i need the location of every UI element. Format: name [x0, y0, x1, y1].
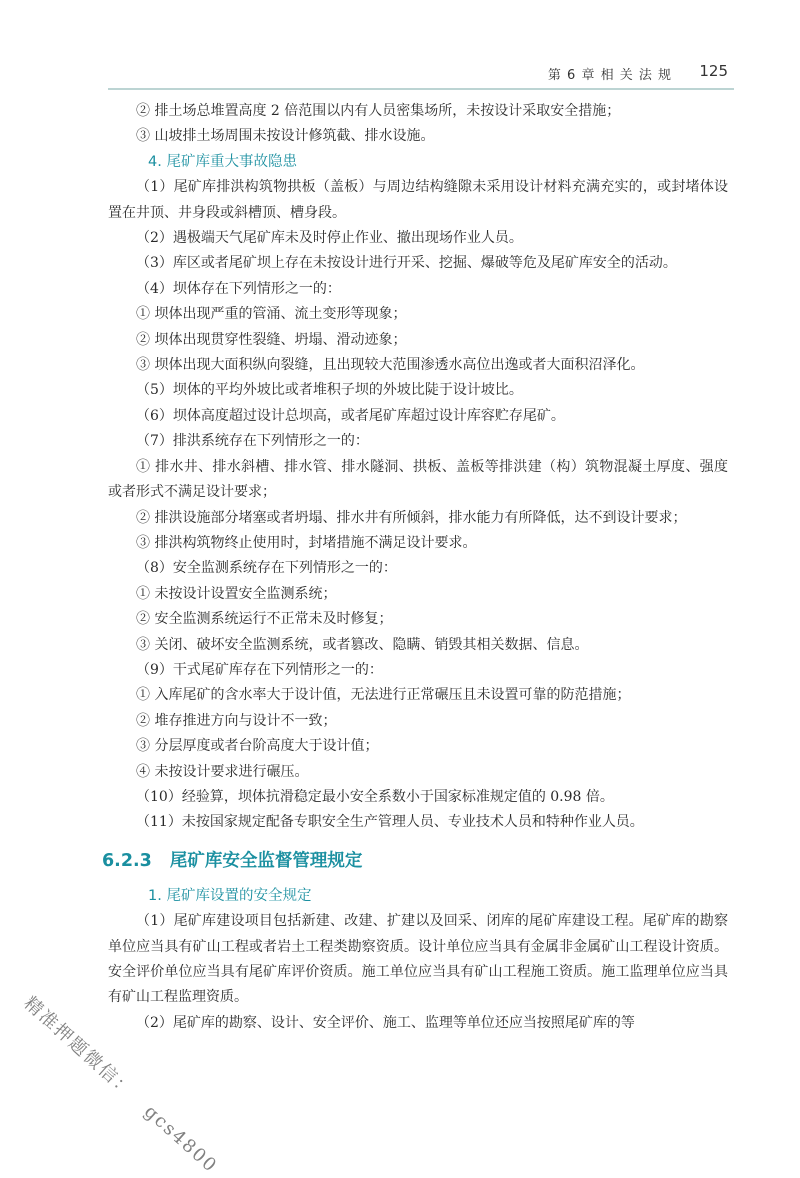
header-divider: [108, 88, 734, 90]
paragraph: ② 排土场总堆置高度 2 倍范围以内有人员密集场所，未按设计采取安全措施；: [136, 103, 621, 119]
paragraph: （4）坝体存在下列情形之一的：: [136, 280, 341, 297]
watermark-text: 精准押题微信：: [19, 992, 138, 1102]
paragraph: ② 排洪设施部分堵塞或者坍塌、排水井有所倾斜，排水能力有所降低，达不到设计要求；: [136, 509, 687, 526]
watermark-id: gcs4800: [140, 1101, 222, 1178]
paragraph: ① 坝体出现严重的管涌、流土变形等现象；: [136, 306, 407, 323]
paragraph: （5）坝体的平均外坡比或者堆积子坝的外坡比陡于设计坡比。: [136, 382, 523, 399]
paragraph: ③ 山坡排土场周围未按设计修筑截、排水设施。: [136, 128, 435, 145]
paragraph: （1）尾矿库建设项目包括新建、改建、扩建以及回采、闭库的尾矿库建设工程。尾矿库的勘察单位应当具有矿山工程或者岩土工程类勘察资质。设计单位应当具有金属非金属矿山工程设计资质。安全评价单位应当具有尾矿库评价资质。施工单位应当具有矿山工程施工资质。施工监理单位应当具有矿山工程监理资质。: [108, 913, 728, 1006]
section-title: 尾矿库安全监督管理规定: [169, 850, 363, 871]
paragraph: ③ 坝体出现大面积纵向裂缝，且出现较大范围渗透水高位出逸或者大面积沼泽化。: [136, 357, 645, 374]
paragraph: ② 堆存推进方向与设计不一致；: [136, 712, 337, 729]
paragraph: （6）坝体高度超过设计总坝高，或者尾矿库超过设计库容贮存尾矿。: [136, 407, 565, 424]
paragraph: （2）遇极端天气尾矿库未及时停止作业、撤出现场作业人员。: [136, 230, 523, 247]
paragraph: ③ 排洪构筑物终止使用时，封堵措施不满足设计要求。: [136, 534, 477, 551]
paragraph: （9）干式尾矿库存在下列情形之一的：: [136, 661, 383, 678]
page-header: [0, 0, 800, 90]
paragraph: （3）库区或者尾矿坝上存在未按设计进行开采、挖掘、爆破等危及尾矿库安全的活动。: [136, 255, 677, 272]
paragraph: ③ 关闭、破坏安全监测系统，或者篡改、隐瞒、销毁其相关数据、信息。: [136, 636, 589, 653]
paragraph: （11）未按国家规定配备专职安全生产管理人员、专业技术人员和特种作业人员。: [136, 814, 644, 831]
subsection-heading: 4. 尾矿库重大事故隐患: [148, 153, 297, 170]
paragraph: ② 坝体出现贯穿性裂缝、坍塌、滑动迹象；: [136, 331, 407, 348]
page-body: [102, 99, 728, 1036]
paragraph: ① 入库尾矿的含水率大于设计值，无法进行正常碾压且未设置可靠的防范措施；: [136, 687, 631, 704]
paragraph: （8）安全监测系统存在下列情形之一的：: [136, 560, 397, 577]
paragraph: （2）尾矿库的勘察、设计、安全评价、施工、监理等单位还应当按照尾矿库的等: [136, 1014, 635, 1031]
chapter-title: 第 6 章 相 关 法 规: [547, 68, 672, 83]
paragraph: （10）经验算，坝体抗滑稳定最小安全系数小于国家标准规定值的 0.98 倍。: [136, 788, 614, 805]
paragraph: ① 排水井、排水斜槽、排水管、排水隧洞、拱板、盖板等排洪建（构）筑物混凝土厚度、强度或者形式不满足设计要求；: [108, 458, 728, 501]
paragraph: （1）尾矿库排洪构筑物拱板（盖板）与周边结构缝隙未采用设计材料充满充实的，或封堵体设置在井顶、井身段或斜槽顶、槽身段。: [108, 179, 728, 221]
page-number: 125: [699, 62, 728, 80]
section-heading: [102, 848, 728, 874]
paragraph: ① 未按设计设置安全监测系统；: [136, 585, 337, 602]
subsection-heading: 1. 尾矿库设置的安全规定: [148, 887, 312, 904]
paragraph: ② 安全监测系统运行不正常未及时修复；: [136, 611, 393, 628]
paragraph: （7）排洪系统存在下列情形之一的：: [136, 433, 369, 450]
paragraph: ③ 分层厚度或者台阶高度大于设计值；: [136, 738, 379, 755]
paragraph: ④ 未按设计要求进行碾压。: [136, 763, 309, 780]
section-number: 6.2.3: [102, 850, 152, 871]
